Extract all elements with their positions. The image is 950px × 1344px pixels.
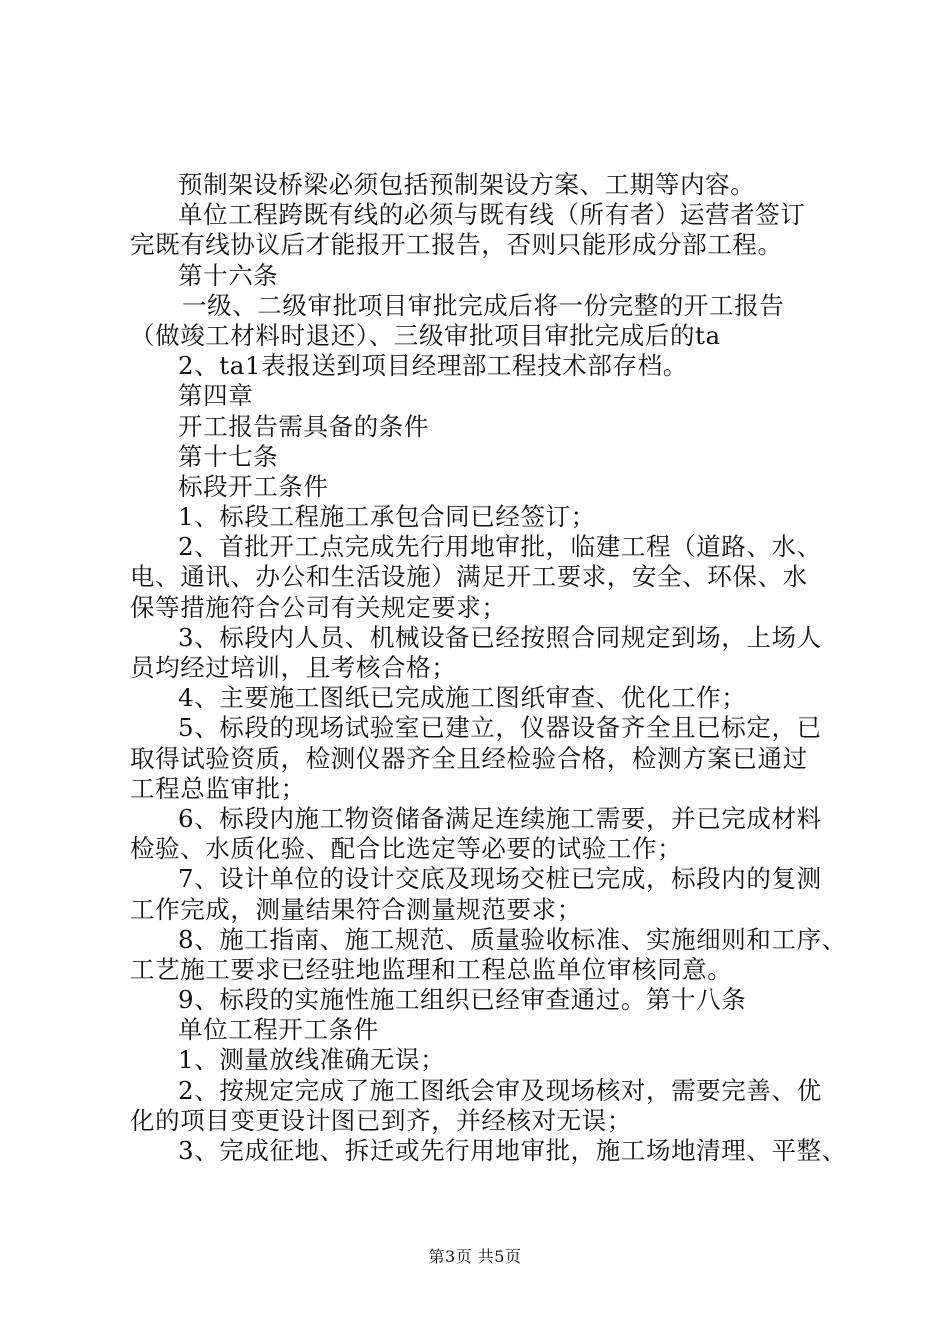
text-line: 标段开工条件 (178, 471, 329, 501)
text-line: 1、测量放线准确无误； (178, 1045, 446, 1075)
document-body (130, 170, 850, 1166)
text-line: 开工报告需具备的条件 (178, 411, 429, 441)
text-line: 工作完成，测量结果符合测量规范要求； (130, 894, 582, 924)
text-line: 第十七条 (178, 441, 279, 471)
text-line: 8、施工指南、施工规范、质量验收标准、实施细则和工序、 (178, 924, 847, 954)
text-line: 2、首批开工点完成先行用地审批，临建工程（道路、水、 (178, 532, 822, 562)
text-line: 取得试验资质，检测仪器齐全且经检验合格，检测方案已通过 (130, 743, 808, 773)
text-line: 2、按规定完成了施工图纸会审及现场核对，需要完善、优 (178, 1075, 822, 1105)
text-line: 一级、二级审批项目审批完成后将一份完整的开工报告 (182, 290, 785, 320)
text-line: 预制架设桥梁必须包括预制架设方案、工期等内容。 (178, 170, 756, 199)
text-line: 化的项目变更设计图已到齐，并经核对无误； (130, 1105, 632, 1135)
text-line: 3、标段内人员、机械设备已经按照合同规定到场，上场人 (178, 622, 822, 652)
text-line: （做竣工材料时退还）、三级审批项目审批完成后的ta (130, 320, 721, 350)
page-footer: 第3页 共5页 (428, 1247, 522, 1266)
text-line: 工程总监审批； (130, 773, 306, 803)
text-line: 1、标段工程施工承包合同已经签订； (178, 502, 596, 532)
text-line: 员均经过培训，且考核合格； (130, 653, 457, 682)
text-line: 第十六条 (178, 260, 279, 290)
text-line: 单位工程开工条件 (178, 1015, 379, 1045)
text-line: 完既有线协议后才能报开工报告，否则只能形成分部工程。 (130, 230, 783, 260)
text-line: 5、标段的现场试验室已建立，仪器设备齐全且已标定，已 (178, 713, 822, 743)
text-line: 3、完成征地、拆迁或先行用地审批，施工场地清理、平整、 (178, 1136, 847, 1165)
text-line: 保等措施符合公司有关规定要求； (130, 592, 507, 622)
text-line: 9、标段的实施性施工组织已经审查通过。第十八条 (178, 985, 747, 1015)
text-line: 单位工程跨既有线的必须与既有线（所有者）运营者签订 (178, 200, 806, 230)
text-line: 6、标段内施工物资储备满足连续施工需要，并已完成材料 (178, 803, 822, 833)
text-line: 检验、水质化验、配合比选定等必要的试验工作； (130, 834, 683, 864)
text-line: 4、主要施工图纸已完成施工图纸审查、优化工作； (178, 683, 747, 713)
text-line: 第四章 (178, 381, 254, 411)
text-line: 7、设计单位的设计交底及现场交桩已完成，标段内的复测 (178, 864, 822, 894)
text-line: 2、ta1表报送到项目经理部工程技术部存档。 (178, 351, 688, 381)
text-line: 工艺施工要求已经驻地监理和工程总监单位审核同意。 (130, 954, 733, 984)
text-line: 电、通讯、办公和生活设施）满足开工要求，安全、环保、水 (130, 562, 808, 592)
